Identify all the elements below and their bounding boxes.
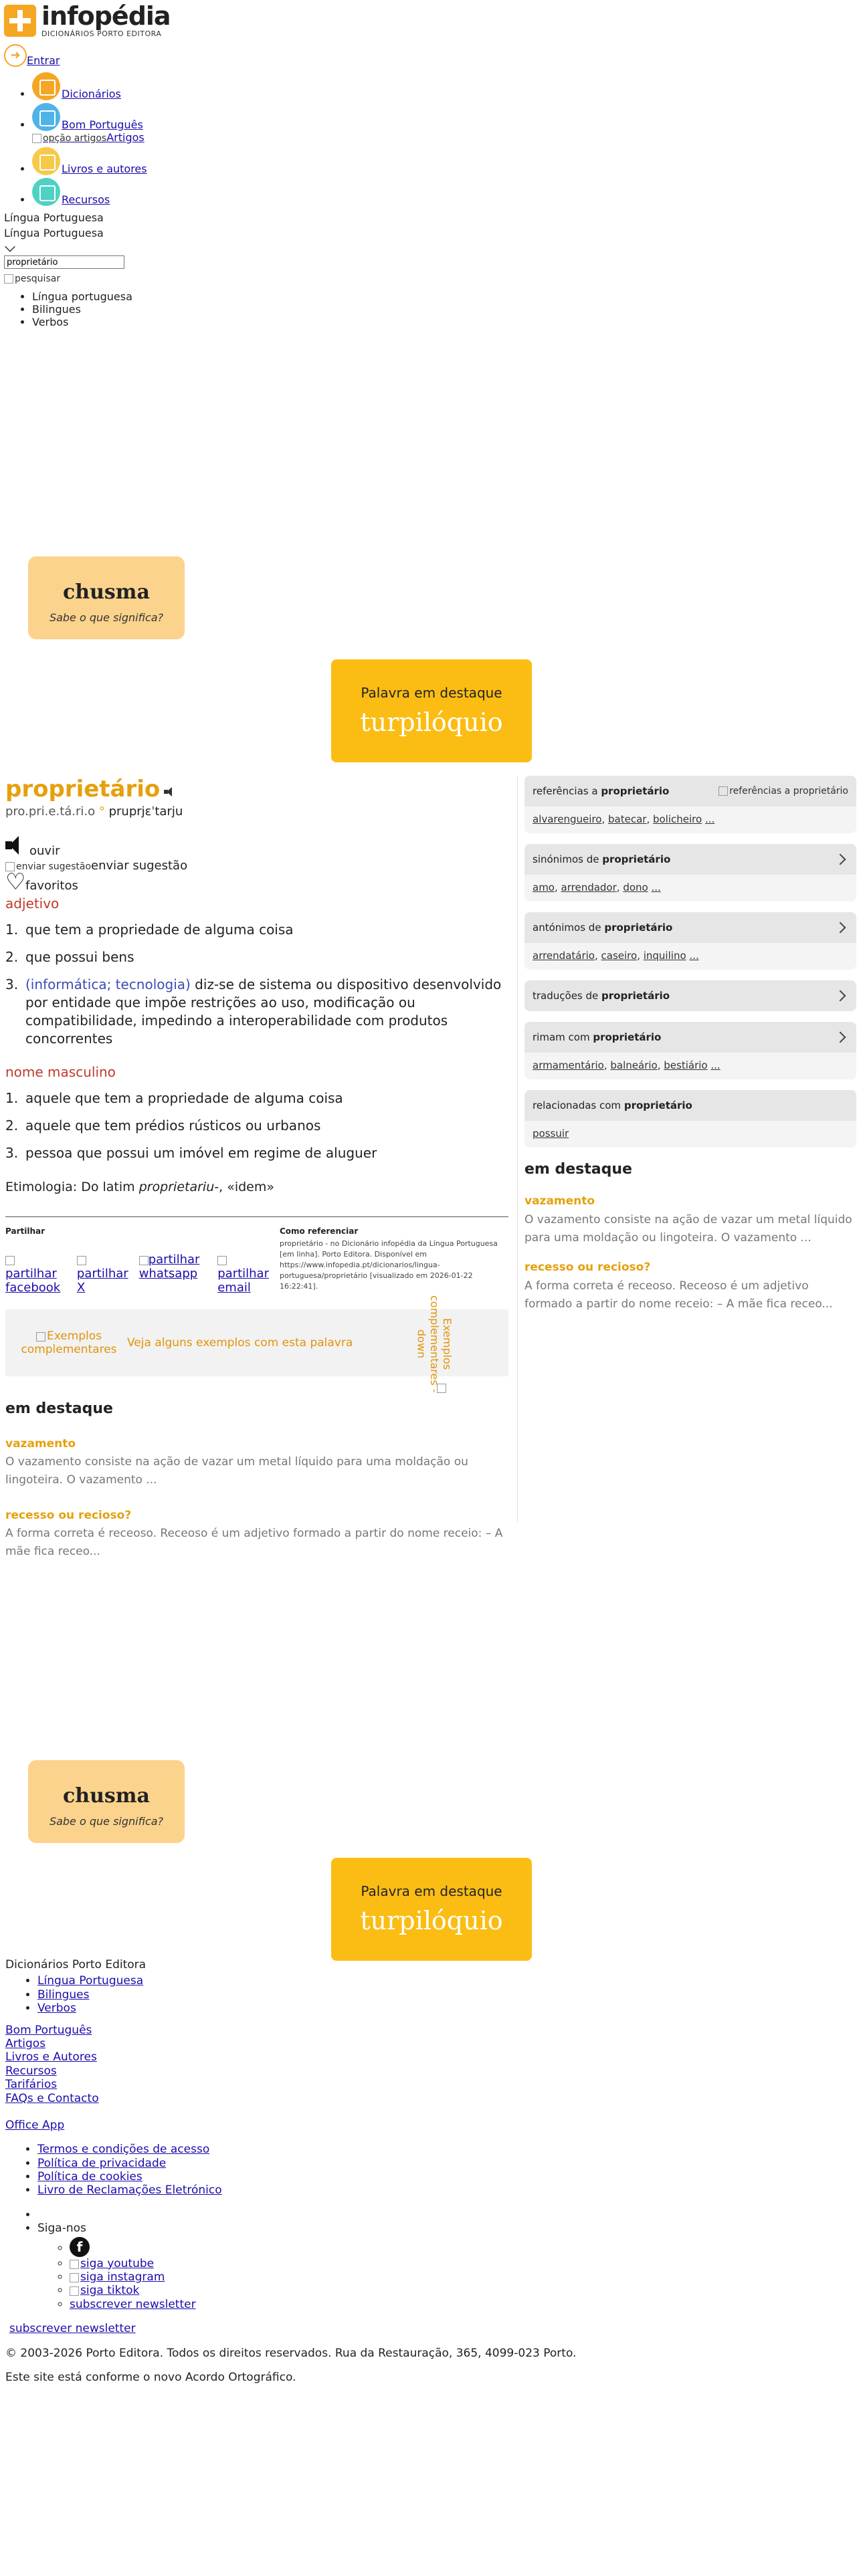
footer-company: Dicionários Porto Editora: [5, 1958, 147, 1971]
footer-link[interactable]: Língua Portuguesa: [37, 1974, 144, 1988]
copyright: © 2003-2026 Porto Editora. Todos os direitos reservados. Rua da Restauração, 365, 4099-023 Porto.: [5, 2346, 577, 2360]
more-link[interactable]: ...: [704, 813, 715, 825]
more-link[interactable]: ...: [710, 1059, 721, 1071]
featured-article[interactable]: [5, 1509, 508, 1562]
reference-link[interactable]: bolicheiro: [652, 813, 702, 825]
heart-icon: [5, 873, 25, 891]
newsletter-button[interactable]: subscrever newsletter: [9, 2322, 136, 2336]
headword: proprietário: [5, 776, 161, 802]
definition-text: aquele que tem prédios rústicos ou urbanos: [25, 1117, 321, 1134]
ipa: pruprjɛˈtarju: [108, 804, 183, 819]
divider: [5, 1216, 508, 1217]
suggest-button[interactable]: [5, 859, 508, 873]
examples-link[interactable]: Veja alguns exemplos com esta palavra: [127, 1336, 353, 1350]
card-related-header: relacionadas com proprietário: [524, 1090, 856, 1121]
citation-block: [280, 1226, 500, 1295]
featured-article-text: A forma correta é receoso. Receoso é um adjetivo formado a partir do nome receio: – A mãe fica receo...: [524, 1279, 833, 1311]
card-antonyms-header[interactable]: antónimos de proprietário: [524, 912, 856, 943]
site-header: [0, 0, 859, 329]
footer-link[interactable]: Recursos: [5, 2064, 57, 2078]
citation-text: proprietário - no Dicionário infopédia da Língua Portuguesa [em linha]. Porto Editora. Disponível em https://www.infopedia.pt/dicionarios/lingua-portuguesa/proprietário [visualizado em 2026-01-22 16:22:41].: [280, 1239, 498, 1291]
examples-toggle[interactable]: Exemplos complementares - down: [415, 1295, 454, 1393]
featured-word: turpilóquio: [360, 1906, 503, 1935]
definition-tag: (informática; tecnologia): [25, 976, 191, 993]
chevron-right-icon: [835, 854, 846, 865]
examples-panel: [5, 1295, 508, 1393]
rhyme-link[interactable]: bestiário: [664, 1059, 708, 1071]
follow-us-label: Siga-nos: [37, 2222, 86, 2236]
rhyme-link[interactable]: armamentário: [533, 1059, 604, 1071]
books-icon: [32, 147, 60, 175]
chat-icon: [32, 103, 60, 131]
legal-link[interactable]: Política de privacidade: [37, 2156, 167, 2170]
synonym-link[interactable]: dono: [623, 881, 648, 893]
featured-article-text: O vazamento consiste na ação de vazar um metal líquido para uma moldação ou lingoteira. O vazamento ...: [524, 1212, 852, 1245]
chevron-right-icon: [835, 1032, 846, 1043]
definition-item: 3. pessoa que possui um imóvel em regime de aluguer: [5, 1145, 377, 1162]
reference-link[interactable]: alvarengueiro: [533, 813, 602, 825]
antonym-link[interactable]: arrendatário: [533, 950, 595, 962]
login-area: [4, 40, 855, 67]
site-logo[interactable]: [0, 0, 859, 37]
search-option[interactable]: • Bilingues: [32, 303, 859, 316]
featured-article-text: A forma correta é receoso. Receoso é um adjetivo formado a partir do nome receio: – A mãe fica receo...: [5, 1526, 503, 1559]
word-quiz-card[interactable]: [28, 556, 185, 639]
logo-name: infopédia: [41, 1, 171, 31]
chevron-right-icon: [835, 990, 846, 1002]
card-references-header[interactable]: referências a proprietário referências a proprietário: [524, 776, 856, 807]
definition-list: [5, 1089, 508, 1162]
citation-title: Como referenciar: [280, 1226, 359, 1236]
search-option[interactable]: • Língua portuguesa: [32, 290, 859, 303]
etymology: Etimologia: Do latim proprietariu-, «idem»: [5, 1180, 274, 1195]
definition-item: 2. que possui bens: [5, 949, 134, 966]
word-quiz-question: Sabe o que significa?: [49, 611, 164, 624]
word-quiz-word: chusma: [63, 1784, 150, 1808]
language-selected-secondary[interactable]: Língua Portuguesa: [4, 226, 104, 239]
tiktok-link[interactable]: siga tiktok: [70, 2284, 139, 2297]
antonym-link[interactable]: inquilino: [643, 950, 686, 962]
featured-article[interactable]: [5, 1437, 508, 1490]
related-link[interactable]: possuir: [533, 1128, 569, 1140]
synonym-link[interactable]: amo: [533, 881, 555, 893]
syllables: pro.pri.e.tá.ri.o: [5, 804, 96, 819]
featured-article[interactable]: [524, 1194, 856, 1247]
empty-list-item: [37, 2208, 854, 2222]
logo-subtitle: DICIONÁRIOS PORTO EDITORA: [41, 29, 162, 39]
footer-social: [5, 2208, 854, 2311]
newsletter-link[interactable]: subscrever newsletter: [70, 2297, 196, 2311]
legal-link[interactable]: Termos e condições de acesso: [37, 2143, 210, 2157]
examples-toggle-image[interactable]: [437, 1383, 448, 1394]
share-section: [5, 1226, 508, 1295]
site-footer: [0, 1958, 859, 2384]
speaker-icon[interactable]: [164, 787, 176, 796]
nav-item-dicionarios: [32, 72, 859, 100]
search-option[interactable]: • Verbos: [32, 316, 859, 328]
nav-link-livros[interactable]: Livros e autores: [62, 162, 147, 175]
login-arrow-icon[interactable]: ➜: [4, 44, 27, 67]
footer-link[interactable]: Artigos: [5, 2036, 46, 2050]
featured-word-card[interactable]: [331, 1858, 532, 1961]
footer-link[interactable]: Livros e Autores: [5, 2050, 97, 2064]
antonym-link[interactable]: caseiro: [601, 950, 638, 962]
youtube-link[interactable]: siga youtube: [70, 2257, 154, 2270]
card-related: [524, 1090, 856, 1148]
column-divider: [517, 776, 518, 1522]
featured-section-title: em destaque: [5, 1400, 113, 1418]
search-button[interactable]: pesquisar: [4, 274, 60, 284]
chevron-right-icon: [835, 922, 846, 934]
sidebar: [524, 776, 856, 1313]
book-icon: [32, 72, 60, 100]
card-synonyms: sinónimos de proprietário amo, arrendador, dono ...: [524, 844, 856, 901]
etymology-word: proprietariu-: [138, 1180, 219, 1195]
featured-section-title: em destaque: [524, 1161, 632, 1178]
listen-button[interactable]: [5, 836, 508, 859]
footer-link[interactable]: Verbos: [37, 2002, 76, 2016]
reference-link[interactable]: batecar: [608, 813, 647, 825]
definition-item: 1. que tem a propriedade de alguma coisa: [5, 922, 294, 938]
references-image: referências a proprietário: [719, 786, 848, 797]
definition-text: diz-se de sistema ou dispositivo desenvolvido por entidade que impõe restrições ao uso, modificação ou compatibilidade, impedindo a interoperabilidade com produtos concorrentes: [25, 976, 502, 1047]
featured-article-title: recesso ou recioso?: [5, 1508, 132, 1522]
legal-link[interactable]: Política de cookies: [37, 2170, 142, 2184]
definition-text: que possui bens: [25, 949, 134, 966]
word-quiz-card[interactable]: [28, 1760, 185, 1843]
definition-item: 3. (informática; tecnologia) diz-se de sistema ou dispositivo desenvolvido por entidade que impõe restrições ao uso, modificação ou compatibilidade, impedindo a interoperabilidade com produtos concorrentes: [5, 976, 502, 1047]
search-options: [0, 290, 859, 329]
footer-dict-links: [5, 1974, 854, 2015]
nav-item-livros: [32, 147, 859, 175]
definition-item: 1. aquele que tem a propriedade de alguma coisa: [5, 1090, 343, 1107]
nav-link-dicionarios[interactable]: Dicionários: [62, 87, 121, 100]
facebook-icon[interactable]: f: [70, 2237, 90, 2257]
card-antonyms: antónimos de proprietário arrendatário, caseiro, inquilino ...: [524, 912, 856, 970]
word-quiz-word: chusma: [63, 580, 150, 604]
office-app-link[interactable]: Office App: [5, 2118, 65, 2132]
suggest-label: enviar sugestão: [91, 858, 188, 873]
language-selected[interactable]: Língua Portuguesa: [4, 211, 104, 224]
more-link[interactable]: ...: [689, 950, 699, 962]
synonym-link[interactable]: arrendador: [561, 881, 617, 893]
definition-list: [5, 921, 508, 1048]
orthography-note: Este site está conforme o novo Acordo Ortográfico.: [5, 2370, 296, 2384]
footer-link[interactable]: Tarifários: [5, 2078, 58, 2092]
featured-article-title: vazamento: [524, 1194, 595, 1208]
featured-article[interactable]: [524, 1261, 856, 1313]
featured-article-text: O vazamento consiste na ação de vazar um metal líquido para uma moldação ou lingoteira. O vazamento ...: [5, 1455, 468, 1487]
card-references: referências a proprietário referências a proprietário alvarengueiro, batecar, bolicheiro ...: [524, 776, 856, 833]
listen-label: ouvir: [29, 844, 60, 859]
examples-image: [36, 1331, 47, 1342]
search-input[interactable]: [4, 255, 124, 269]
share-whatsapp[interactable]: partilhar whatsapp: [138, 1253, 200, 1281]
featured-word-card[interactable]: [331, 659, 532, 762]
share-email[interactable]: partilhar email: [217, 1253, 269, 1295]
share-x[interactable]: partilhar X: [77, 1253, 128, 1295]
grammar-category: adjetivo: [5, 895, 60, 912]
suggest-image: enviar sugestão: [5, 861, 91, 872]
card-rhymes: rimam com proprietário armamentário, balneário, bestiário ...: [524, 1022, 856, 1079]
featured-word: turpilóquio: [360, 708, 503, 737]
grammar-category: nome masculino: [5, 1064, 116, 1081]
definition-item: 2. aquele que tem prédios rústicos ou urbanos: [5, 1117, 321, 1134]
card-synonyms-header[interactable]: sinónimos de proprietário: [524, 844, 856, 875]
definition-text: pessoa que possui um imóvel em regime de aluguer: [25, 1145, 377, 1162]
definition-text: aquele que tem a propriedade de alguma coisa: [25, 1090, 343, 1107]
card-translations: [524, 980, 856, 1011]
logo-plus-icon: [4, 5, 36, 37]
nav-link-recursos[interactable]: Recursos: [62, 193, 110, 206]
featured-word-label: Palavra em destaque: [361, 1883, 502, 1899]
instagram-link[interactable]: siga instagram: [70, 2270, 165, 2284]
word-quiz-question: Sabe o que significa?: [49, 1815, 164, 1828]
entry-column: [5, 776, 508, 1561]
favorites-button[interactable]: [5, 873, 508, 893]
footer-link[interactable]: Bom Português: [5, 2023, 92, 2037]
audio-speaker-icon: [5, 836, 29, 855]
nav-link-artigos[interactable]: [32, 131, 145, 144]
featured-article-title: recesso ou recioso?: [524, 1261, 651, 1275]
share-facebook[interactable]: partilhar facebook: [5, 1253, 66, 1295]
resources-icon: [32, 178, 60, 206]
favorites-label: favoritos: [25, 878, 78, 893]
featured-article-title: vazamento: [5, 1436, 76, 1451]
chevron-down-icon[interactable]: [5, 241, 15, 252]
footer-link[interactable]: FAQs e Contacto: [5, 2091, 99, 2105]
artigos-label: Artigos: [106, 131, 145, 144]
more-link[interactable]: ...: [651, 881, 661, 893]
nav-item-bom-portugues: [32, 103, 859, 144]
examples-box[interactable]: Exemplos complementares: [21, 1329, 117, 1357]
share-title: Partilhar: [5, 1226, 45, 1236]
pronunciation: pro.pri.e.tá.ri.o ° pruprjɛˈtarju: [5, 804, 183, 819]
footer-legal-links: [5, 2143, 854, 2197]
follow-us: [37, 2222, 854, 2311]
footer-link[interactable]: Bilingues: [37, 1988, 90, 2002]
login-link[interactable]: Entrar: [27, 53, 60, 67]
legal-link[interactable]: Livro de Reclamações Eletrónico: [37, 2183, 222, 2197]
featured-word-label: Palavra em destaque: [361, 685, 502, 701]
artigos-image: opção artigos: [32, 133, 106, 144]
nav-link-bom-portugues[interactable]: Bom Português: [62, 118, 143, 131]
card-rhymes-header[interactable]: rimam com proprietário: [524, 1022, 856, 1053]
nav-item-recursos: [32, 178, 859, 206]
main-nav: [0, 72, 859, 206]
definition-text: que tem a propriedade de alguma coisa: [25, 922, 294, 938]
rhyme-link[interactable]: balneário: [610, 1059, 658, 1071]
card-translations-header[interactable]: traduções de proprietário: [524, 980, 856, 1011]
